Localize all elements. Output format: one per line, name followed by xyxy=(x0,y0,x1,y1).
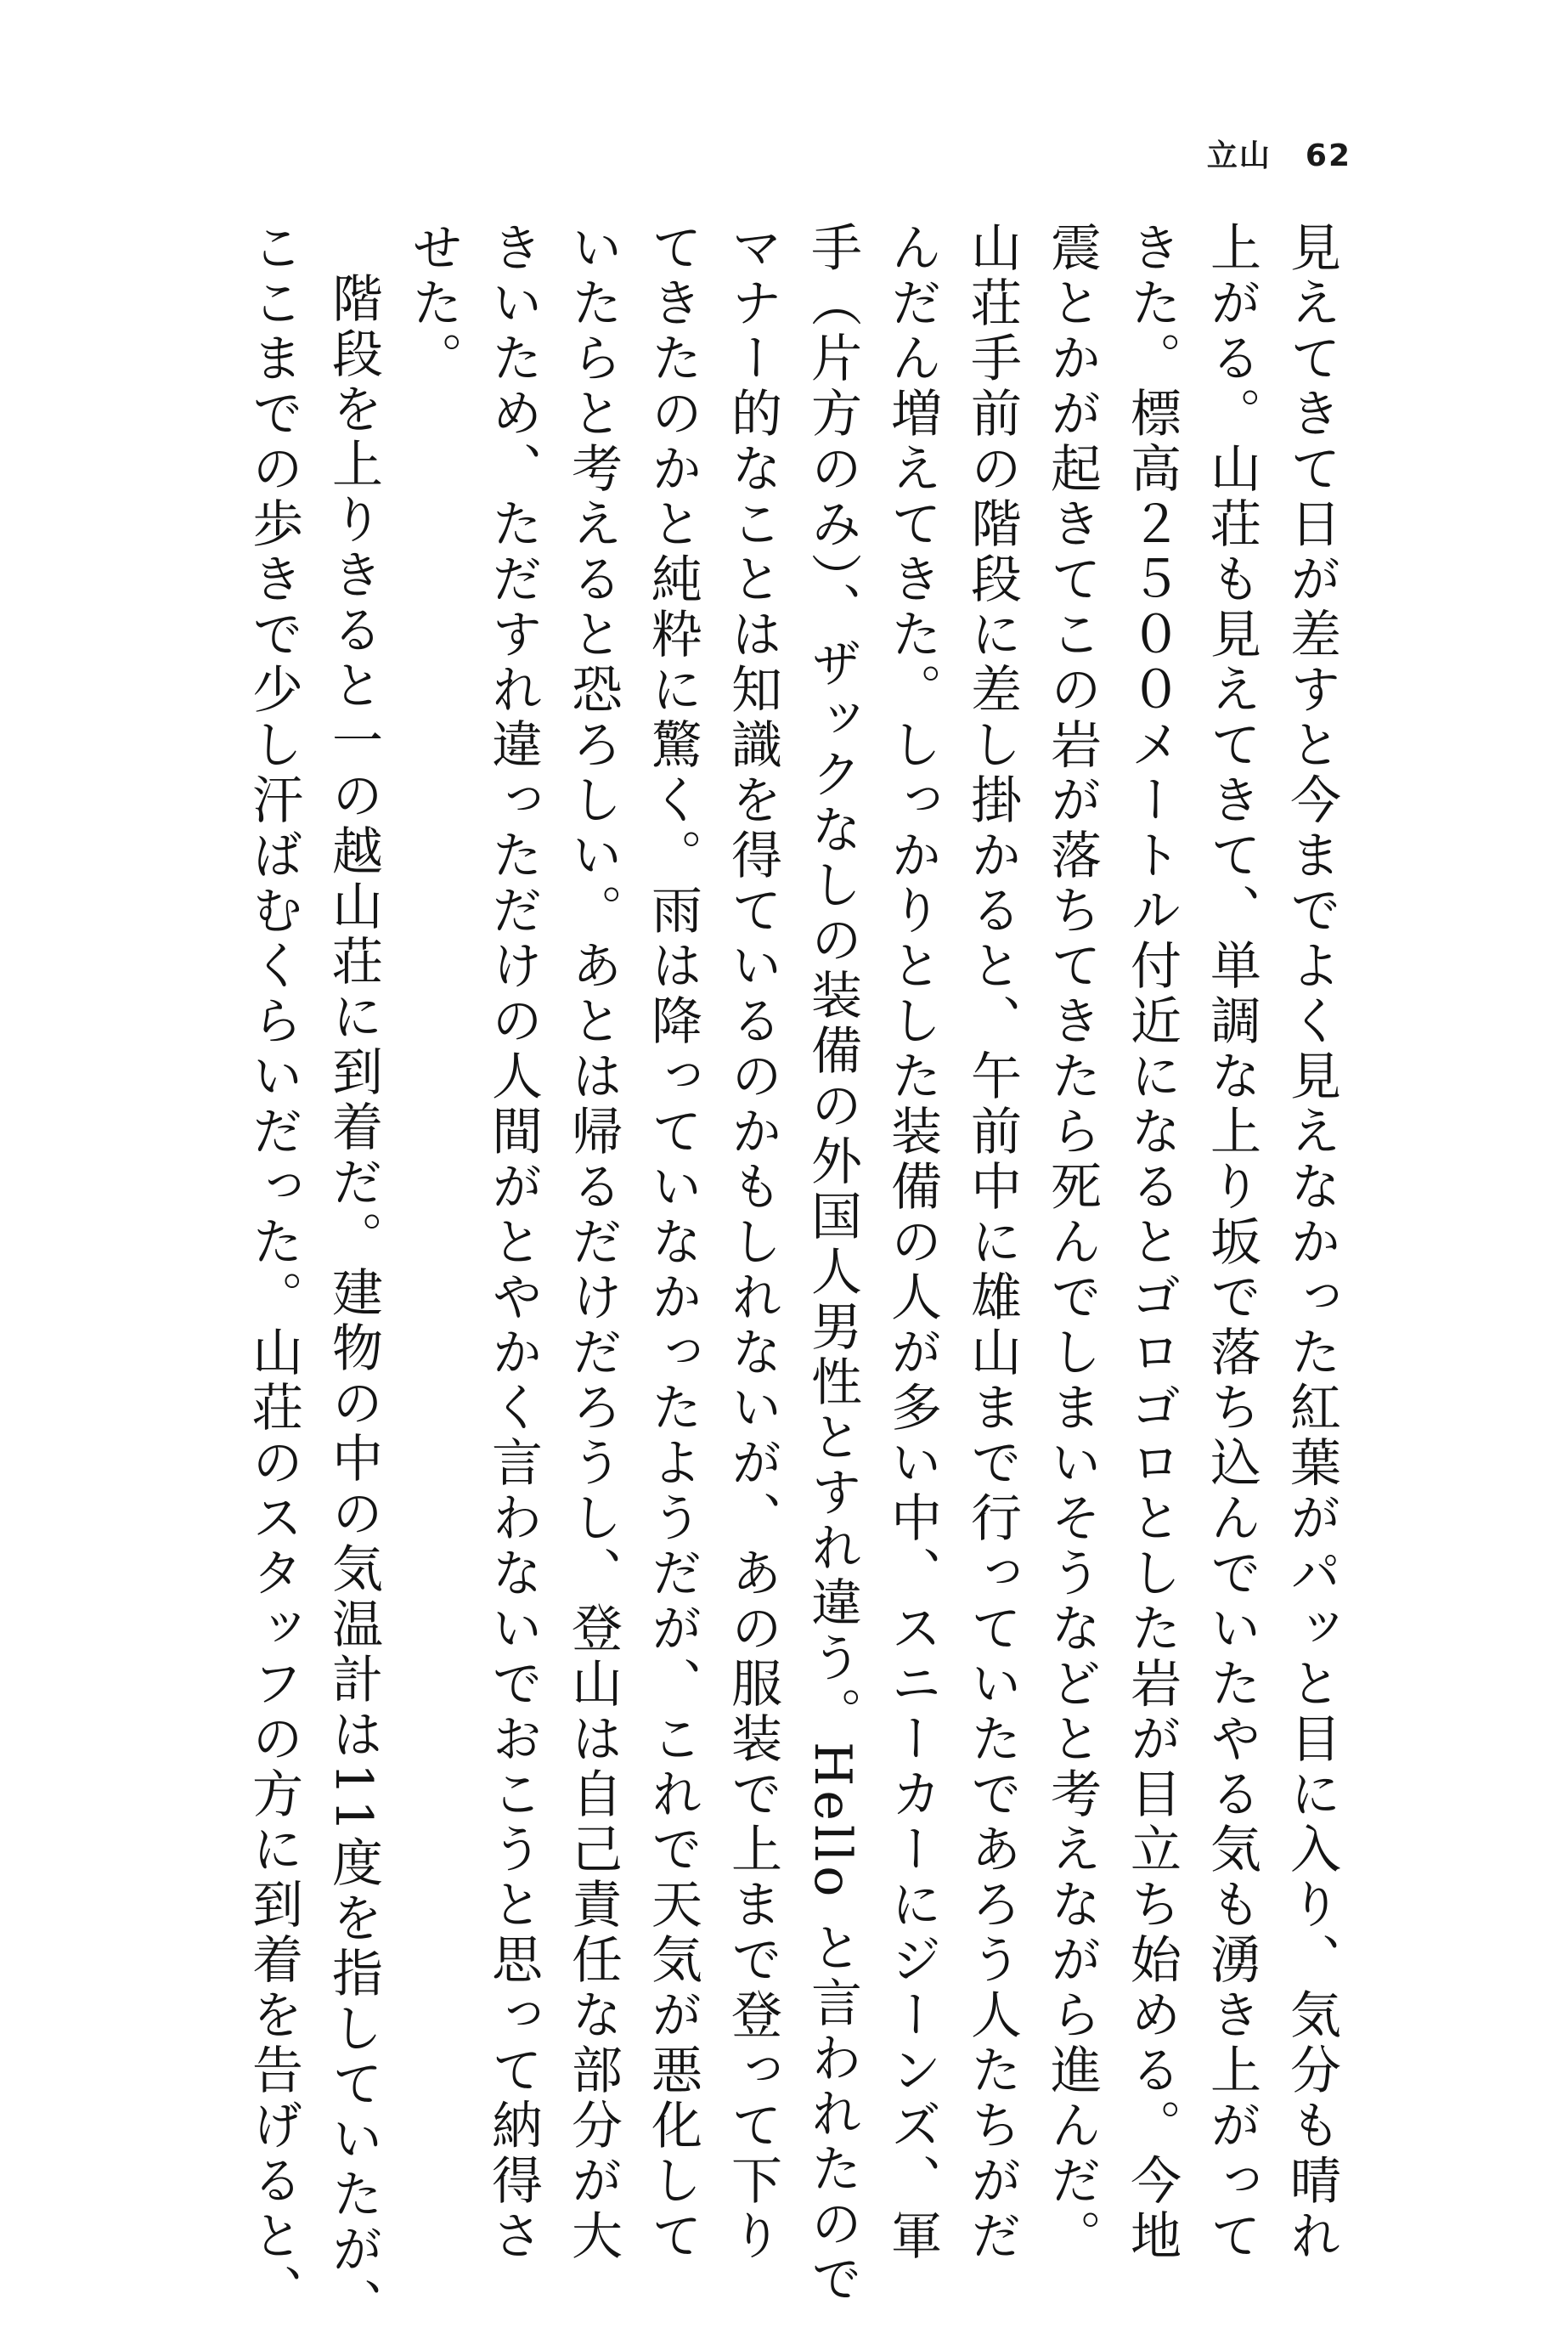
text-line: 見えてきて日が差すと今までよく見えなかった紅葉がパッと目に入り、気分も晴れ xyxy=(1282,221,1341,2264)
text-line: ここまでの歩きで少し汗ばむくらいだった。山荘のスタッフの方に到着を告げると、 xyxy=(244,221,303,2319)
text-line: 手（片方のみ）、ザックなしの装備の外国人男性とすれ違う。Hello と言われたので xyxy=(803,221,862,2308)
text-line: んだん増えてきた。しっかりとした装備の人が多い中、スニーカーにジーンズ、軍 xyxy=(883,221,942,2264)
text-line: きた。標高２５００メートル付近になるとゴロゴロとした岩が目立ち始める。今地 xyxy=(1122,221,1182,2264)
text-line: 震とかが起きてこの岩が落ちてきたら死んでしまいそうなどと考えながら進んだ。 xyxy=(1042,221,1102,2264)
text-line: 上がる。山荘も見えてきて、単調な上り坂で落ち込んでいたやる気も湧き上がって xyxy=(1202,221,1261,2264)
page-number: 62 xyxy=(1305,138,1351,173)
text-line: 山荘手前の階段に差し掛かると、午前中に雄山まで行っていたであろう人たちがだ xyxy=(962,221,1022,2264)
text-line: てきたのかと純粋に驚く。雨は降っていなかったようだが、これで天気が悪化して xyxy=(643,221,702,2264)
vertical-body-text xyxy=(234,221,1351,2333)
running-head xyxy=(1207,136,1351,177)
text-line: きいため、ただすれ違っただけの人間がとやかく言わないでおこうと思って納得さ xyxy=(483,221,543,2264)
text-line-paragraph-start: 階段を上りきると一の越山荘に到着だ。建物の中の気温計は11度を指していたが、 xyxy=(324,272,383,2333)
text-line: せた。 xyxy=(403,221,463,387)
text-line: いたらと考えると恐ろしい。あとは帰るだけだろうし、登山は自己責任な部分が大 xyxy=(563,221,623,2264)
section-title: 立山 xyxy=(1206,138,1272,173)
text-line: マナー的なことは知識を得ているのかもしれないが、あの服装で上まで登って下り xyxy=(723,221,782,2264)
